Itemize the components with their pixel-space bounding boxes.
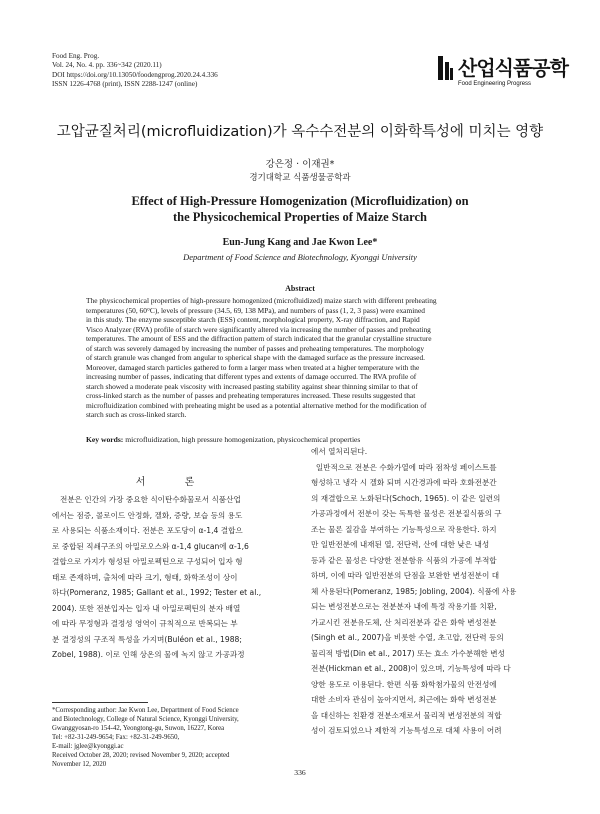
body-line: (Singh et al., 2007)을 비롯한 수열, 초고압, 전단력 등의 [311, 633, 504, 642]
logo-subtitle: Food Engineering Progress [458, 81, 532, 87]
authors-english: Eun-Jung Kang and Jae Kwon Lee* [222, 237, 378, 248]
body-line: 조는 물론 질감을 부여하는 기능특성으로 작용한다. 하지 [311, 524, 497, 534]
keywords-list: microfluidization, high pressure homogenization, physicochemical properties [125, 435, 361, 444]
authors-korean: 강은정 · 이재권* [265, 159, 335, 170]
body-line: 등과 같은 물성은 다양한 전분함유 식품의 가공에 부적합 [311, 555, 497, 565]
logo-title: 산업식품공학 [458, 56, 568, 80]
journal-name: Food Eng. Prog. [52, 52, 100, 60]
doi-line: DOI https://doi.org/10.13050/foodengprog.2020.24.4.336 [52, 70, 218, 79]
abstract-line: microfluidization combined with preheating might be used as a potential alternative method for the modification of [86, 400, 427, 410]
abstract-line: of starch granule was changed from angular to spherical shape with the damaged surface as the pressure increased. [86, 353, 426, 362]
footnote-line: *Corresponding author: Jae Kwon Lee, Department of Food Science [52, 707, 239, 714]
title-english-line: the Physicochemical Properties of Maize Starch [173, 210, 427, 224]
body-line: 2004). 또한 전분입자는 입자 내 아밀로펙틴의 분자 배열 [52, 603, 241, 613]
footnote-line: November 12, 2020 [52, 761, 107, 768]
abstract-line: cross-linked starch as the number of passes and preheating temperatures increased. These results suggested that [86, 391, 416, 400]
logo-mark-icon [438, 56, 454, 80]
body-line: 하며, 이에 따라 일반전분의 단점을 보완한 변성전분이 대 [311, 571, 500, 580]
abstract-line: Moreover, damaged starch particles gathered to form a larger mass when treated at a higher temperature with the [86, 362, 420, 372]
body-line: 되는 변성전분으로는 전분분자 내에 특정 작용기를 치환, [311, 602, 497, 611]
body-line: 에 따라 무정형과 결정성 영역이 규칙적으로 반복되는 부 [52, 619, 238, 628]
footnote-divider [52, 702, 148, 703]
body-line: 에서는 점증, 콜로이드 안정화, 겔화, 증량, 보습 등의 용도 [52, 510, 243, 520]
title-english-line: Effect of High-Pressure Homogenization (Microfluidization) on [131, 194, 469, 208]
body-line: Zobel, 1988). 이로 인해 상온의 물에 녹지 않고 가공과정 [52, 650, 245, 659]
abstract-line: of starch was severely damaged by increasing the number of passes and preheating temperatures. The morphology [86, 343, 425, 353]
right-column [311, 444, 553, 739]
body-line: 을 대신하는 친환경 전분소재로서 물리적 변성전분의 적합 [311, 710, 502, 720]
body-line: 의 재결합으로 노화된다(Schoch, 1965). 이 같은 일련의 [311, 493, 501, 503]
journal-meta [52, 52, 218, 90]
body-line: 전분(Hickman et al., 2008)이 있으며, 기능특성에 따라 다 [311, 664, 511, 673]
journal-logo [438, 52, 568, 94]
footnote-line: Tel: +82-31-249-9654; Fax: +82-31-249-9650, [52, 734, 180, 741]
keywords-label: Key words: [86, 435, 124, 444]
footnote-line: Gwanggyosan-ro 154-42, Yeongtong-gu, Suwon, 16227, Korea [52, 725, 225, 732]
body-line: 만 일반전분에 내재된 열, 전단력, 산에 대한 낮은 내성 [311, 540, 490, 549]
title-english [0, 193, 600, 225]
abstract-line: The physicochemical properties of high-pressure homogenized (microfluidized) maize starch with different preheating [86, 296, 437, 305]
section-heading: 서 론 [135, 477, 213, 488]
abstract-line: in this study. The enzyme susceptible starch (ESS) content, morphological property, X-ray diffraction, and Rapid [86, 315, 420, 324]
body-line: 로 사용되는 식품소재이다. 전분은 포도당이 α-1,4 결합으 [52, 526, 243, 535]
body-line: 형성하고 냉각 시 겔화 되며 시간경과에 따라 호화전분간 [311, 478, 497, 487]
body-line: 에서 열처리된다. [311, 447, 368, 456]
body-line: 결합으로 가지가 형성된 아밀로펙틴으로 구성되어 입자 형 [52, 557, 243, 566]
body-line: 물리적 방법(Din et al., 2017) 또는 효소 가수분해한 변성 [311, 648, 505, 658]
abstract-heading: Abstract [285, 284, 315, 293]
abstract-line: Visco Analyzer (RVA) profile of starch were significantly altered via increasing the number of passes and preheating [86, 324, 431, 334]
footnote-line: and Biotechnology, College of Natural Science, Kyonggi University, [52, 716, 239, 723]
body-line: 가공과정에서 전분이 갖는 독특한 물성은 전분질식품의 구 [311, 509, 502, 518]
body-line: 전분은 인간의 가장 중요한 식이탄수화물로서 식품산업 [60, 495, 241, 504]
body-line: 로 중합된 직쇄구조의 아밀로오스와 α-1,4 glucan에 α-1,6 [52, 541, 249, 551]
abstract-line: temperatures. The amount of ESS and the diffraction pattern of starch indicated that the granular crystalline structure [86, 334, 432, 343]
footnote [52, 706, 239, 769]
body-line: 대한 소비자 관심이 높아지면서, 최근에는 화학 변성전분 [311, 695, 497, 704]
affiliation-english: Department of Food Science and Biotechnology, Kyonggi University [183, 252, 417, 262]
affiliation-korean: 경기대학교 식품생물공학과 [249, 173, 351, 183]
body-line: 하다(Pomeranz, 1985; Gallant et al., 1992; Tester et al., [52, 588, 262, 597]
body-line: 가교시킨 전분유도체, 산 처리전분과 같은 화학 변성전분 [311, 617, 497, 627]
body-line: 체 사용된다(Pomeranz, 1985; Jobling, 2004). 식품에 사용 [311, 586, 517, 596]
title-korean: 고압균질처리(microfluidization)가 옥수수전분의 이화학특성에 미치는 영향 [56, 124, 544, 140]
abstract-line: temperatures (50, 60°C), levels of pressure (34.5, 69, 138 MPa), and numbers of pass (1, 2, 3 pass) were examined [86, 305, 425, 315]
abstract-line: starch such as cross-linked starch. [86, 410, 187, 419]
volume-info: Vol. 24, No. 4. pp. 336~342 (2020.11) [52, 61, 162, 70]
keywords [86, 435, 516, 444]
abstract-body [86, 296, 516, 420]
body-line: 성이 검토되었으나 제한적 기능특성으로 대체 사용이 어려 [311, 726, 502, 735]
page-number: 336 [294, 768, 306, 777]
abstract-line: starch showed a moderate peak viscosity with increased pasting stability against shear thinning similar to that of [86, 381, 418, 391]
footnote-line: E-mail: jglee@kyonggi.ac [52, 743, 124, 750]
footnote-line: Received October 28, 2020; revised November 9, 2020; accepted [52, 752, 230, 759]
abstract-line: increasing number of passes, indicating that different types and extents of damage occurred. The RVA profile of [86, 372, 417, 381]
body-line: 분 결정성의 구조적 특성을 가지며(Buléon et al., 1988; [52, 634, 242, 644]
body-line: 일반적으로 전분은 수화가열에 따라 점착성 페이스트를 [311, 462, 497, 472]
issn-line: ISSN 1226-4768 (print), ISSN 2288-1247 (online) [52, 80, 198, 89]
body-line: 태로 존재하며, 출처에 따라 크기, 형태, 화학조성이 상이 [52, 572, 238, 582]
body-line: 양한 용도로 이용된다. 한편 식품 화학첨가물의 안전성에 [311, 679, 497, 689]
left-column [52, 492, 298, 663]
